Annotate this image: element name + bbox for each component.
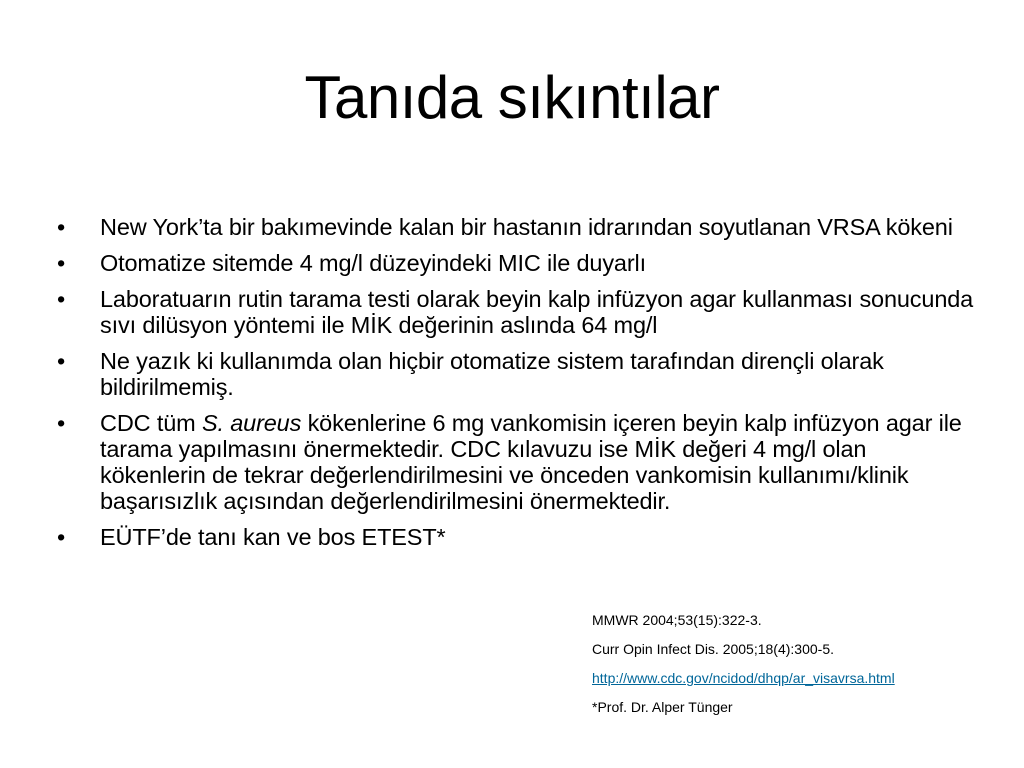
slide-title: Tanıda sıkıntılar	[304, 64, 720, 131]
bullet-text: New York’ta bir bakımevinde kalan bir hastanın idrarından soyutlanan VRSA kökeni	[100, 214, 953, 240]
bullet-item	[57, 348, 977, 400]
bullet-text: EÜTF’de tanı kan ve bos ETEST*	[100, 524, 446, 550]
bullet-text-suffix: kökenlerine 6 mg vankomisin içeren beyin kalp infüzyon agar ile tarama yapılmasını önermektedir. CDC kılavuzu ise MİK değeri 4 mg/l olan kökenlerin de tekrar değerlendirilmesini ve önceden vankomisin kullanımı/klinik başarısızlık açısından değerlendirilmesini önermektedir.	[100, 410, 962, 514]
reference-curr-opin: Curr Opin Infect Dis. 2005;18(4):300-5.	[592, 641, 835, 657]
bullet-marker: •	[57, 214, 66, 240]
bullet-item	[57, 214, 977, 240]
bullet-marker: •	[57, 348, 66, 374]
bullet-marker: •	[57, 250, 66, 276]
bullet-marker: •	[57, 286, 66, 312]
bullet-text-prefix: CDC tüm	[100, 410, 202, 436]
reference-cdc-link[interactable]: http://www.cdc.gov/ncidod/dhqp/ar_visavrsa.html	[592, 670, 895, 686]
bullet-marker: •	[57, 524, 66, 550]
bullet-text-italic: S. aureus	[201, 410, 302, 436]
bullet-list	[57, 214, 977, 560]
bullet-text	[100, 410, 962, 514]
bullet-item	[57, 286, 977, 338]
references	[592, 612, 1012, 728]
bullet-text: Laboratuarın rutin tarama testi olarak beyin kalp infüzyon agar kullanması sonucunda sıvı dilüsyon yöntemi ile MİK değerinin aslında 64 mg/l	[100, 286, 974, 338]
bullet-text: Otomatize sitemde 4 mg/l düzeyindeki MIC ile duyarlı	[100, 250, 646, 276]
reference-credit: *Prof. Dr. Alper Tünger	[592, 699, 733, 715]
bullet-marker: •	[57, 410, 66, 436]
bullet-item	[57, 250, 977, 276]
bullet-item	[57, 524, 977, 550]
bullet-text: Ne yazık ki kullanımda olan hiçbir otomatize sistem tarafından dirençli olarak bildirilmemiş.	[100, 348, 884, 400]
reference-mmwr: MMWR 2004;53(15):322-3.	[592, 612, 762, 628]
bullet-item	[57, 410, 977, 514]
